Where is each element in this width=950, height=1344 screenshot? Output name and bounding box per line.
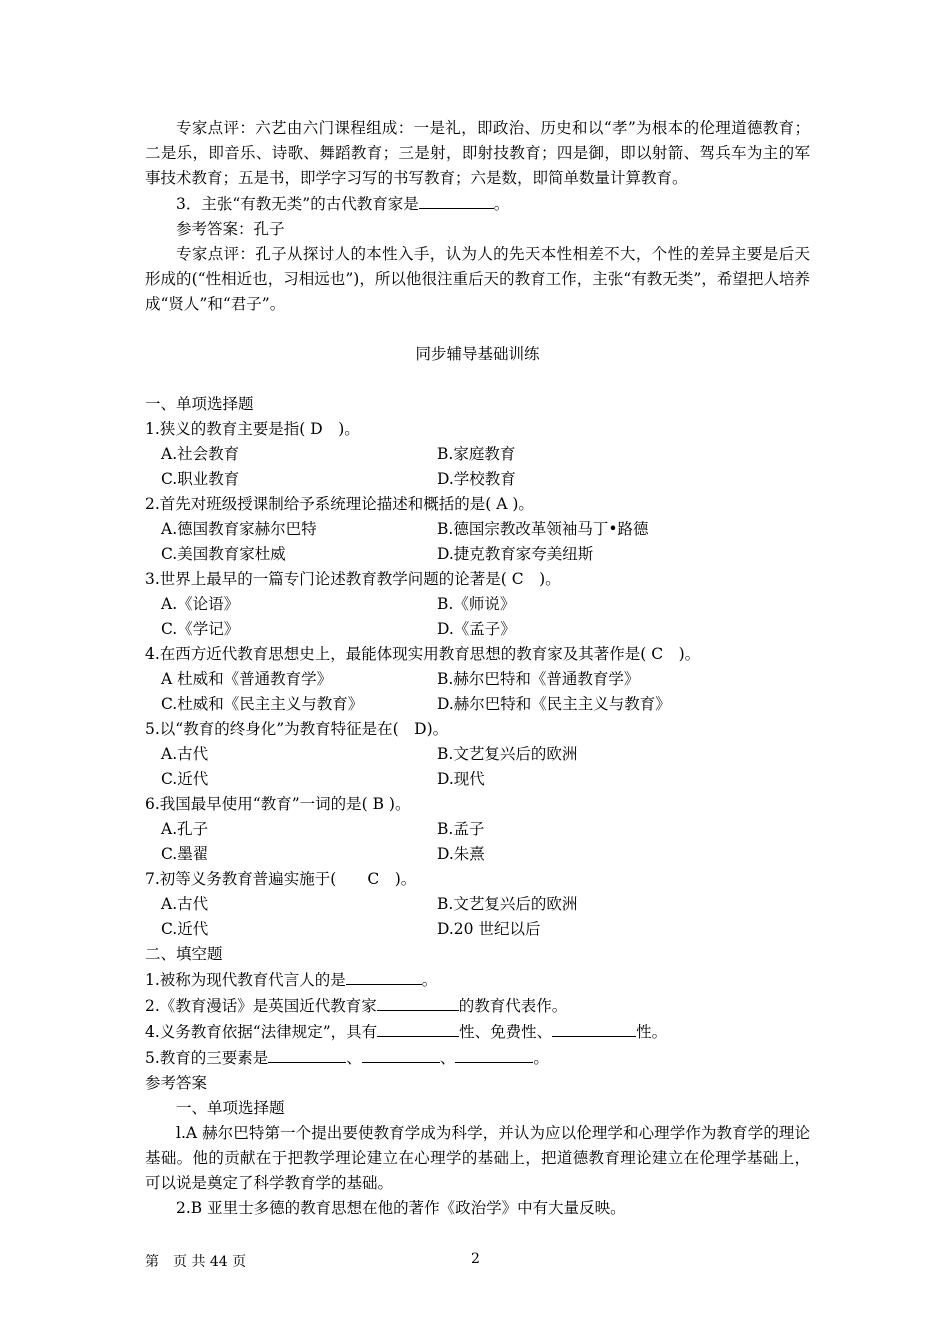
answer-2: 2.B 亚里士多德的教育思想在他的著作《政治学》中有大量反映。: [176, 1199, 626, 1217]
option-d: D.赫尔巴特和《民主主义与教育》: [437, 695, 671, 713]
answers-title: 参考答案: [145, 1074, 208, 1092]
fill-blank: [362, 1045, 440, 1063]
option-a: A.社会教育: [161, 445, 240, 463]
question-4: [145, 642, 810, 717]
question-5: [145, 717, 810, 792]
option-c: C.墨翟: [161, 845, 209, 863]
option-c: C.近代: [161, 920, 209, 938]
answer-1: l.A 赫尔巴特第一个提出要使教育学成为科学，并认为应以伦理学和心理学作为教育学的理论基础。他的贡献在于把教学理论建立在心理学的基础上，把道德教育理论建立在伦理学基础上，可以说是奠定了科学教育学的基础。: [145, 1124, 810, 1192]
question-3: 3．主张“有教无类”的古代教育家是 。: [145, 191, 810, 217]
fill-question-4: 4.义务教育依据“法律规定”，具有 性、免费性、 性。: [145, 1019, 810, 1045]
fill-question-2: 2.《教育漫话》是英国近代教育家 的教育代表作。: [145, 993, 810, 1019]
option-c: C.《学记》: [161, 620, 240, 638]
fill-blank: [552, 1019, 636, 1037]
question-3-comment: 专家点评：孔子从探讨人的本性入手，认为人的先天本性相差不大，个性的差异主要是后天形成的(“性相近也，习相远也”)，所以他很注重后天的教育工作，主张“有教无类”，希望把人培养成“贤人”和“君子”。: [145, 245, 810, 313]
question-text: 4.在西方近代教育思想史上，最能体现实用教育思想的教育家及其著作是( C )。: [145, 645, 701, 663]
question-text: 1.狭义的教育主要是指( D )。: [145, 420, 360, 438]
part2-title: 二、填空题: [145, 945, 223, 963]
option-d: D.朱熹: [437, 845, 485, 863]
option-b: B.孟子: [437, 820, 485, 838]
question-text: 5.以“教育的终身化”为教育特征是在( D)。: [145, 720, 449, 738]
question-3-choice: [145, 567, 810, 642]
fill-blank: [455, 1045, 533, 1063]
option-a: A.德国教育家赫尔巴特: [161, 520, 317, 538]
section-title: 同步辅导基础训练: [415, 345, 540, 363]
question-text: 2.首先对班级授课制给予系统理论描述和概括的是( A )。: [145, 495, 534, 513]
option-a: A.《论语》: [161, 595, 240, 613]
answers-subtitle: 一、单项选择题: [176, 1099, 285, 1117]
question-7: [145, 867, 810, 942]
question-text: 7.初等义务教育普遍实施于( C )。: [145, 870, 417, 888]
fill-blank: [377, 993, 459, 1011]
option-c: C.职业教育: [161, 470, 240, 488]
option-c: C.杜威和《民主主义与教育》: [161, 695, 364, 713]
option-d: D.捷克教育家夸美纽斯: [437, 545, 594, 563]
page-number: 2: [471, 1251, 480, 1267]
option-b: B.德国宗教改革领袖马丁•路德: [437, 520, 649, 538]
option-a: A.古代: [161, 895, 209, 913]
option-d: D.《孟子》: [437, 620, 516, 638]
page-count: 第 页 共 44 页: [145, 1254, 247, 1270]
fill-question-1: 1.被称为现代教育代言人的是 。: [145, 967, 810, 993]
fill-blank: [377, 1019, 459, 1037]
question-2: [145, 492, 810, 567]
option-c: C.美国教育家杜威: [161, 545, 286, 563]
question-text: 3.世界上最早的一篇专门论述教育教学问题的论著是( C )。: [145, 570, 561, 588]
fill-blank: [268, 1045, 346, 1063]
option-b: B.家庭教育: [437, 445, 516, 463]
option-a: A.孔子: [161, 820, 209, 838]
option-d: D.现代: [437, 770, 485, 788]
option-b: B.赫尔巴特和《普通教育学》: [437, 670, 640, 688]
option-d: D.学校教育: [437, 470, 516, 488]
question-1: [145, 417, 810, 492]
part1-title: 一、单项选择题: [145, 395, 254, 413]
option-a: A.古代: [161, 745, 209, 763]
fill-blank: [346, 967, 422, 985]
option-c: C.近代: [161, 770, 209, 788]
fill-question-5: 5.教育的三要素是 、 、 。: [145, 1045, 810, 1071]
question-6: [145, 792, 810, 867]
option-b: B.《师说》: [437, 595, 516, 613]
page-content: [145, 116, 810, 1221]
option-b: B.文艺复兴后的欧洲: [437, 745, 578, 763]
question-3-answer: 参考答案：孔子: [176, 220, 285, 238]
question-text: 6.我国最早使用“教育”一词的是( B )。: [145, 795, 411, 813]
option-d: D.20 世纪以后: [437, 920, 541, 938]
option-a: A 杜威和《普通教育学》: [161, 670, 333, 688]
fill-blank: [419, 191, 494, 209]
option-b: B.文艺复兴后的欧洲: [437, 895, 578, 913]
expert-comment-six-arts: 专家点评：六艺由六门课程组成：一是礼，即政治、历史和以“孝”为根本的伦理道德教育；二是乐，即音乐、诗歌、舞蹈教育；三是射，即射技教育；四是御，即以射箭、驾兵车为主的军事技术教育；五是书，即学字习写的书写教育；六是数，即简单数量计算教育。: [145, 119, 810, 187]
